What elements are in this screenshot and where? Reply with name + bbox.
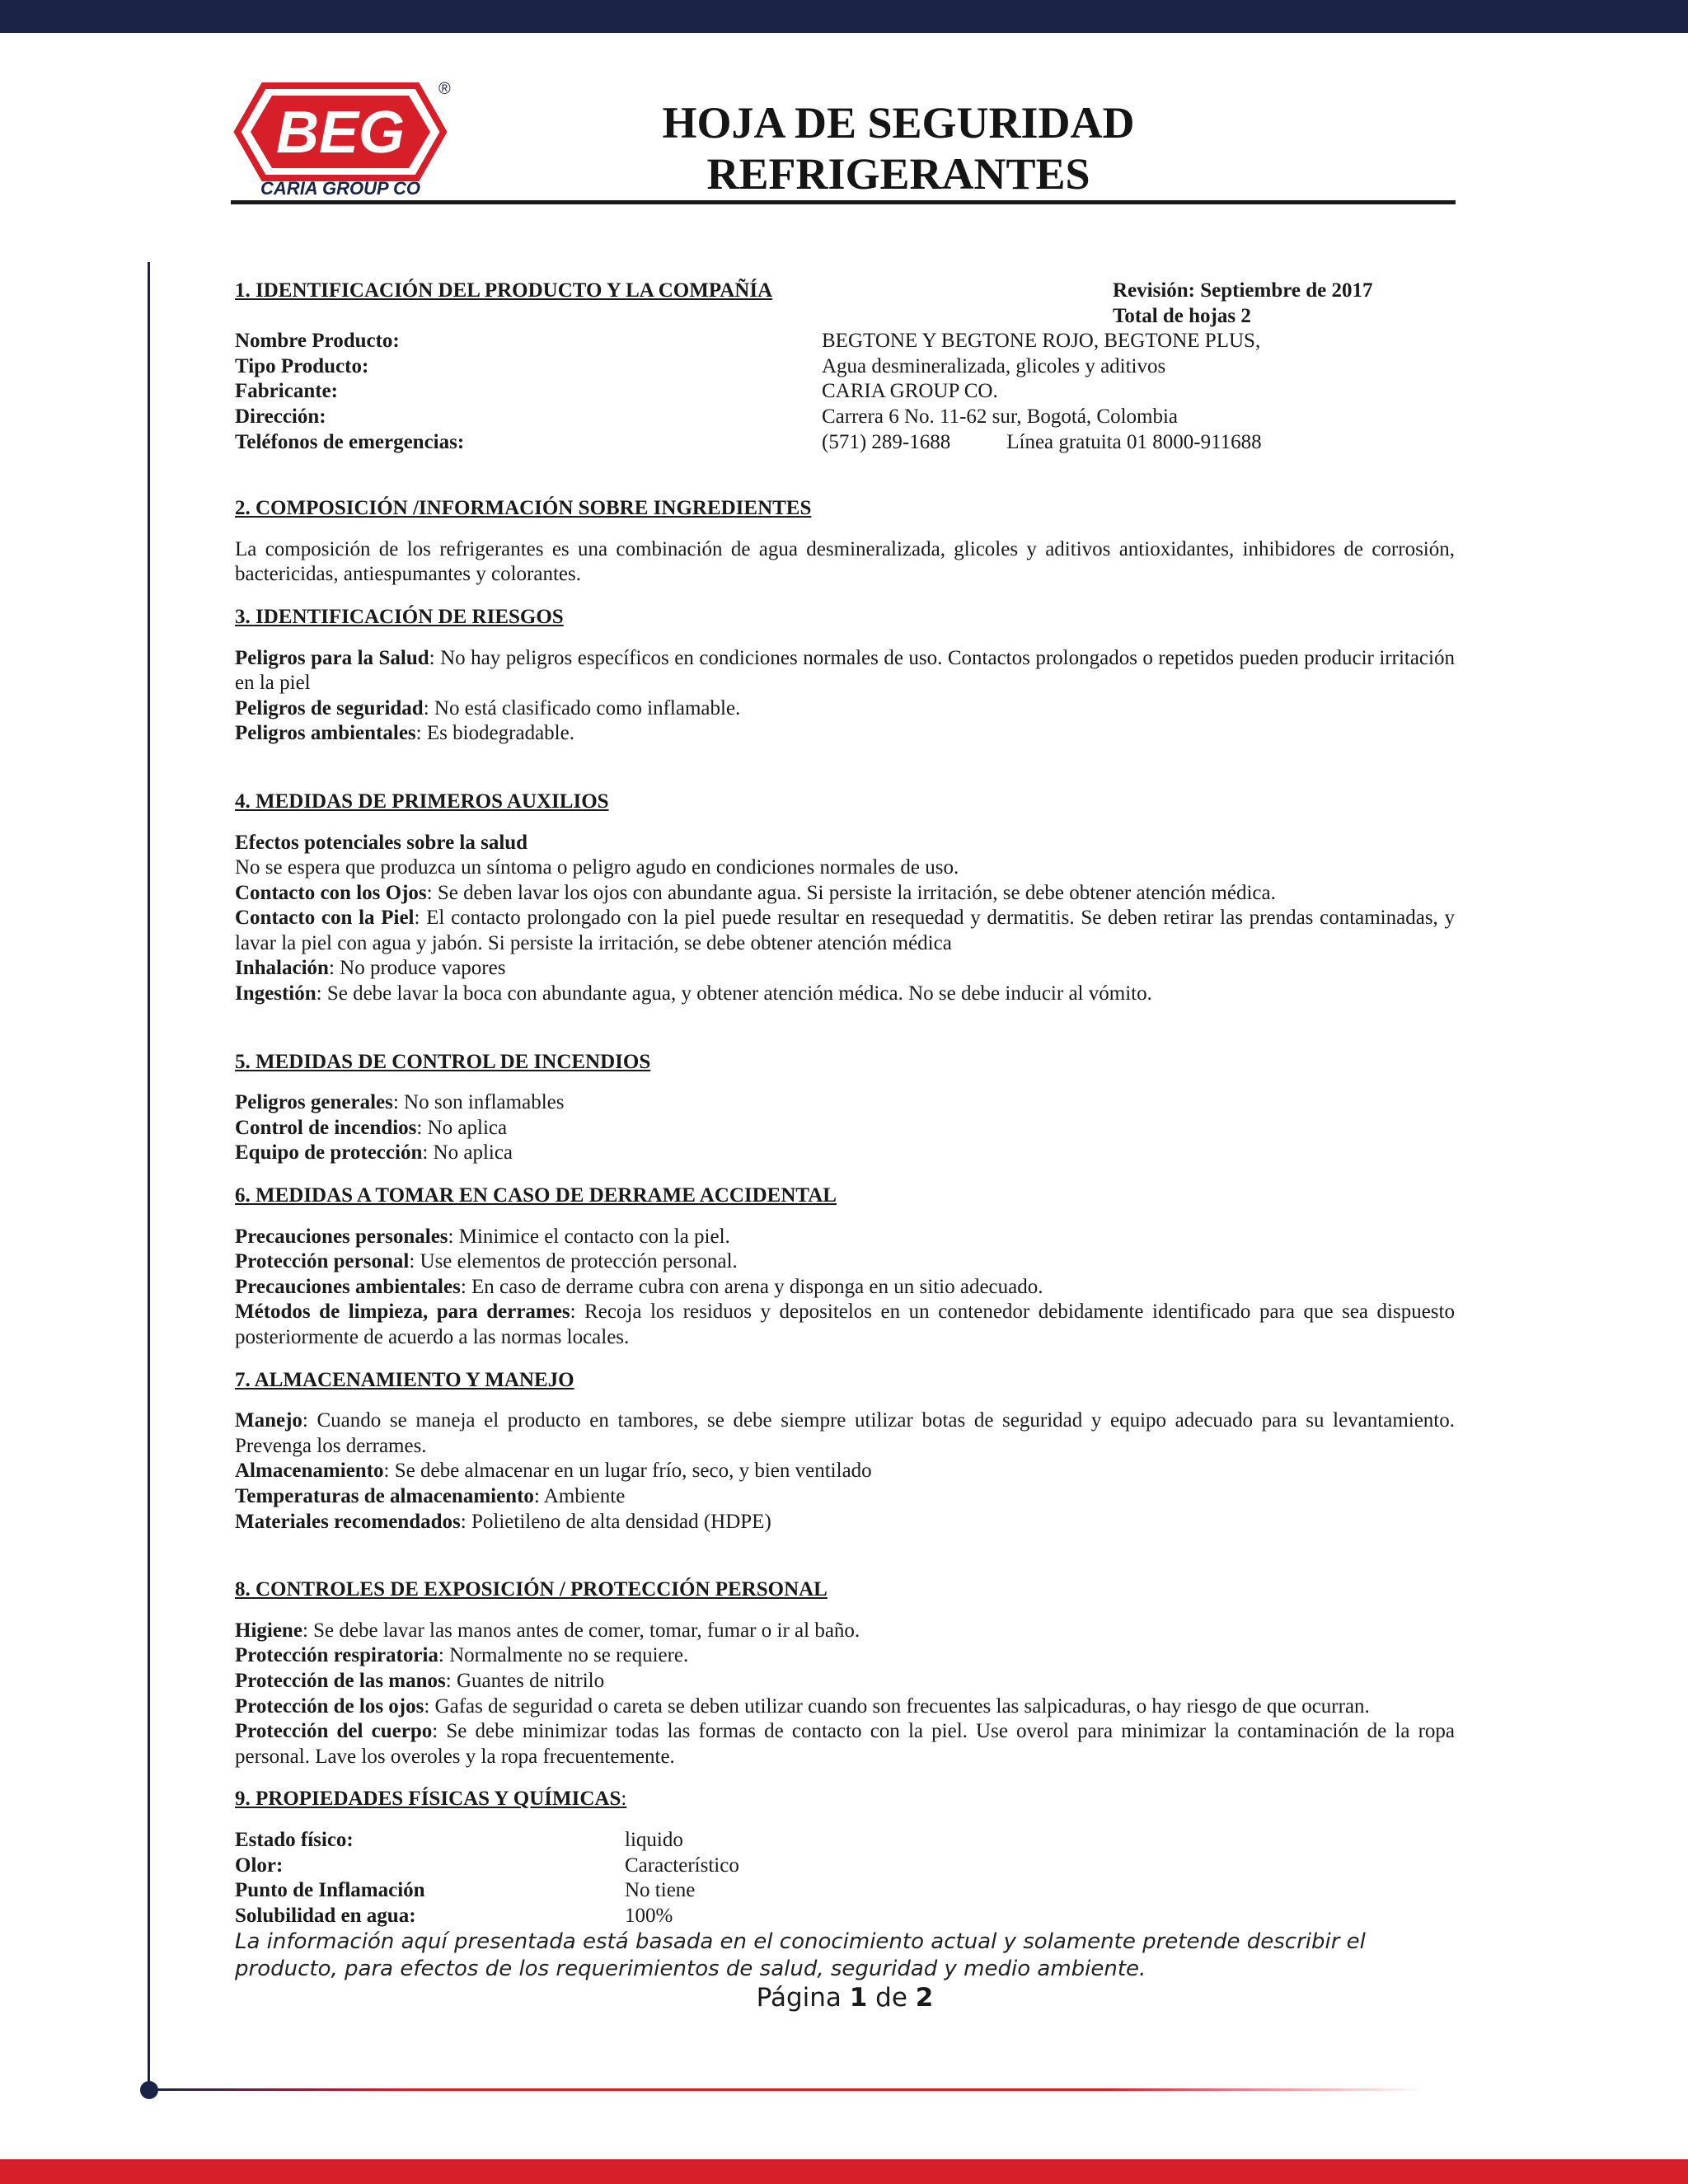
product-info-row: [235, 354, 1455, 380]
storage-item: [235, 1510, 1455, 1535]
section-3-title: 3. IDENTIFICACIÓN DE RIESGOS: [235, 605, 564, 628]
property-row: [235, 1854, 1455, 1879]
top-color-band: [0, 0, 1688, 33]
section-8: [235, 1577, 1455, 1769]
first-aid-label: Inhalación: [235, 957, 329, 980]
emergency-phones-label: Teléfonos de emergencias:: [235, 430, 465, 453]
section-5-title: 5. MEDIDAS DE CONTROL DE INCENDIOS: [235, 1050, 651, 1073]
exposure-text: : Gafas de seguridad o careta se deben utilizar cuando son frecuentes las salpicaduras, o hay riesgo de que ocurran.: [424, 1694, 1370, 1718]
risk-text: : Es biodegradable.: [415, 722, 574, 745]
beg-logo-graphic: [229, 76, 452, 199]
storage-label: Almacenamiento: [235, 1460, 384, 1483]
spill-item: [235, 1249, 1455, 1275]
product-type-value: Agua desmineralizada, glicoles y aditivos: [822, 354, 1166, 377]
risk-text: : No está clasificado como inflamable.: [423, 696, 741, 719]
storage-text: : Se debe almacenar en un lugar frío, seco, y bien ventilado: [383, 1460, 872, 1483]
property-value: No tiene: [625, 1879, 696, 1902]
first-aid-text: : Se deben lavar los ojos con abundante agua. Si persiste la irritación, se debe obtener atención médica.: [426, 881, 1276, 904]
manufacturer-label: Fabricante:: [235, 380, 338, 403]
risk-item: [235, 721, 1455, 747]
storage-item: [235, 1484, 1455, 1510]
spill-text: : En caso de derrame cubra con arena y disponga en un sitio adecuado.: [460, 1275, 1043, 1298]
first-aid-item: [235, 881, 1455, 907]
title-line-1: HOJA DE SEGURIDAD: [662, 98, 1135, 148]
page-current: 1: [849, 1983, 868, 2013]
section-1-title: 1. IDENTIFICACIÓN DEL PRODUCTO Y LA COMPAÑÍA: [235, 279, 773, 302]
storage-item: [235, 1459, 1455, 1484]
product-type-label: Tipo Producto:: [235, 354, 369, 377]
risk-item: [235, 646, 1455, 696]
emergency-phone: (571) 289-1688: [822, 430, 951, 453]
document-body: [235, 279, 1455, 2011]
fire-item: [235, 1116, 1455, 1141]
section-9-heading: [235, 1787, 1455, 1812]
fire-label: Control de incendios: [235, 1116, 417, 1139]
section-7: [235, 1368, 1455, 1535]
fire-item: [235, 1141, 1455, 1166]
storage-text: : Ambiente: [533, 1484, 626, 1507]
left-margin-rule: [148, 262, 150, 2092]
risk-label: Peligros para la Salud: [235, 646, 429, 669]
fire-text: : No aplica: [416, 1116, 508, 1139]
product-info-row: [235, 405, 1455, 430]
spill-text: : Minimice el contacto con la piel.: [448, 1225, 730, 1248]
page-number: [235, 1985, 1455, 2011]
title-underline-rule: [231, 200, 1456, 204]
spill-item: [235, 1300, 1455, 1350]
first-aid-text: : Se debe lavar la boca con abundante agua, y obtener atención médica. No se debe inducir al vómito.: [316, 982, 1152, 1005]
section-4-title: 4. MEDIDAS DE PRIMEROS AUXILIOS: [235, 790, 609, 813]
exposure-item: [235, 1719, 1455, 1769]
fire-text: : No son inflamables: [392, 1091, 565, 1114]
product-info-row: [235, 430, 1455, 456]
fire-label: Peligros generales: [235, 1091, 393, 1114]
exposure-text: : Se debe minimizar todas las formas de contacto con la piel. Use overol para minimizar la contaminación de la ropa personal. Lave los overoles y la ropa frecuentemente.: [235, 1720, 1456, 1768]
first-aid-label: Contacto con los Ojos: [235, 881, 427, 904]
margin-rule-dot: [140, 2081, 158, 2099]
section-1-header: [235, 279, 1455, 329]
logo-subtitle-text: CARIA GROUP CO: [260, 178, 420, 199]
section-5: [235, 1050, 1455, 1166]
first-aid-label: Ingestión: [235, 982, 316, 1005]
address-value: Carrera 6 No. 11-62 sur, Bogotá, Colombia: [822, 405, 1179, 428]
property-value: Característico: [625, 1854, 739, 1877]
section-3: [235, 605, 1455, 747]
title-line-2: REFRIGERANTES: [706, 149, 1090, 199]
storage-label: Materiales recomendados: [235, 1510, 461, 1533]
exposure-item: [235, 1694, 1455, 1720]
section-9-title-suffix: :: [621, 1788, 627, 1811]
section-9-title: 9. PROPIEDADES FÍSICAS Y QUÍMICAS: [235, 1788, 621, 1811]
spill-label: Precauciones ambientales: [235, 1275, 461, 1298]
bottom-gradient-rule: [157, 2088, 1426, 2091]
spill-text: : Recoja los residuos y depositelos en un contenedor debidamente identificado para que sea dispuesto posteriormente de acuerdo a las normas locales.: [235, 1301, 1455, 1348]
exposure-text: : Normalmente no se requiere.: [438, 1644, 689, 1667]
spill-text: : Use elementos de protección personal.: [409, 1250, 738, 1273]
exposure-item: [235, 1669, 1455, 1694]
exposure-label: Protección respiratoria: [235, 1644, 438, 1667]
property-value: liquido: [625, 1828, 683, 1851]
risk-item: [235, 696, 1455, 722]
revision-date: Revisión: Septiembre de 2017: [1113, 279, 1373, 302]
exposure-text: : Se debe lavar las manos antes de comer, tomar, fumar o ir al baño.: [302, 1619, 860, 1642]
section-8-title: 8. CONTROLES DE EXPOSICIÓN / PROTECCIÓN PERSONAL: [235, 1578, 828, 1601]
emergency-phones-value: [822, 430, 1349, 456]
exposure-label: Higiene: [235, 1619, 302, 1642]
exposure-text: : Guantes de nitrilo: [445, 1669, 605, 1692]
storage-label: Temperaturas de almacenamiento: [235, 1484, 534, 1507]
property-row: [235, 1878, 1455, 1904]
fire-item: [235, 1090, 1455, 1116]
fire-text: : No aplica: [422, 1141, 513, 1165]
storage-text: : Polietileno de alta densidad (HDPE): [460, 1510, 771, 1533]
property-row: [235, 1904, 1455, 1929]
exposure-label: Protección del cuerpo: [235, 1720, 433, 1743]
page-title: [593, 97, 1203, 199]
health-effects-subtitle: Efectos potenciales sobre la salud: [235, 831, 528, 854]
property-label: Olor:: [235, 1854, 284, 1877]
section-2: [235, 496, 1455, 588]
revision-block: [1113, 279, 1373, 329]
toll-free-line: Línea gratuita 01 8000-911688: [1006, 430, 1262, 453]
storage-text: : Cuando se maneja el producto en tambores, se debe siempre utilizar botas de seguridad y equipo adecuado para su levantamiento. Prevenga los derrames.: [235, 1409, 1455, 1457]
section-7-title: 7. ALMACENAMIENTO Y MANEJO: [235, 1368, 574, 1391]
beg-logo: [229, 76, 452, 199]
storage-item: [235, 1408, 1455, 1459]
page-of: de: [875, 1983, 907, 2013]
total-sheets: Total de hojas 2: [1113, 304, 1251, 327]
disclaimer-text: La información aquí presentada está basada en el conocimiento actual y solamente pretende describir el producto, para efectos de los requerimientos de salud, seguridad y medio ambiente.: [235, 1929, 1366, 1982]
exposure-item: [235, 1619, 1455, 1644]
spill-label: Precauciones personales: [235, 1225, 448, 1248]
property-row: [235, 1828, 1455, 1854]
manufacturer-value: CARIA GROUP CO.: [822, 380, 998, 403]
spill-item: [235, 1275, 1455, 1301]
page-word: Página: [756, 1983, 842, 2013]
first-aid-item: [235, 906, 1455, 956]
spill-label: Protección personal: [235, 1250, 410, 1273]
exposure-label: Protección de las manos: [235, 1669, 446, 1692]
first-aid-text: : El contacto prolongado con la piel puede resultar en resequedad y dermatitis. Se deben retirar las prendas contaminadas, y lavar la piel con agua y jabón. Si persiste la irritación, se debe obtener atención médica: [235, 907, 1455, 954]
section-4: [235, 790, 1455, 1007]
product-info-row: [235, 329, 1455, 354]
section-9: [235, 1787, 1455, 1929]
fire-label: Equipo de protección: [235, 1141, 423, 1165]
section-2-title: 2. COMPOSICIÓN /INFORMACIÓN SOBRE INGREDIENTES: [235, 497, 812, 520]
property-label: Solubilidad en agua:: [235, 1904, 416, 1927]
first-aid-item: [235, 956, 1455, 982]
product-info-row: [235, 379, 1455, 405]
risk-text: : No hay peligros específicos en condiciones normales de uso. Contactos prolongados o repetidos pueden producir irritación en la piel: [235, 646, 1455, 695]
logo-registered-mark: ®: [438, 80, 451, 98]
spill-label: Métodos de limpieza, para derrames: [235, 1301, 570, 1324]
storage-label: Manejo: [235, 1409, 302, 1432]
product-name-label: Nombre Producto:: [235, 330, 400, 353]
property-value: 100%: [625, 1904, 673, 1927]
property-label: Estado físico:: [235, 1828, 354, 1851]
section-1: [235, 279, 1455, 455]
section-6-title: 6. MEDIDAS A TOMAR EN CASO DE DERRAME ACCIDENTAL: [235, 1184, 837, 1207]
composition-text: La composición de los refrigerantes es una combinación de agua desmineralizada, glicoles y aditivos antioxidantes, inhibidores de corrosión, bactericidas, antiespumantes y colorantes.: [235, 537, 1455, 586]
bottom-color-band: [0, 2159, 1688, 2184]
exposure-item: [235, 1643, 1455, 1669]
health-effects-intro: No se espera que produzca un síntoma o peligro agudo en condiciones normales de uso.: [235, 856, 959, 879]
first-aid-text: : No produce vapores: [328, 957, 506, 980]
product-name-value: BEGTONE Y BEGTONE ROJO, BEGTONE PLUS,: [822, 330, 1261, 353]
spill-item: [235, 1225, 1455, 1250]
exposure-label: Protección de los ojos: [235, 1694, 424, 1718]
page-total: 2: [915, 1983, 934, 2013]
risk-label: Peligros de seguridad: [235, 696, 424, 719]
property-label: Punto de Inflamación: [235, 1879, 425, 1902]
risk-label: Peligros ambientales: [235, 722, 416, 745]
address-label: Dirección:: [235, 405, 326, 428]
section-6: [235, 1183, 1455, 1351]
first-aid-item: [235, 982, 1455, 1007]
first-aid-label: Contacto con la Piel: [235, 907, 415, 930]
logo-brand-text: BEG: [275, 100, 406, 166]
